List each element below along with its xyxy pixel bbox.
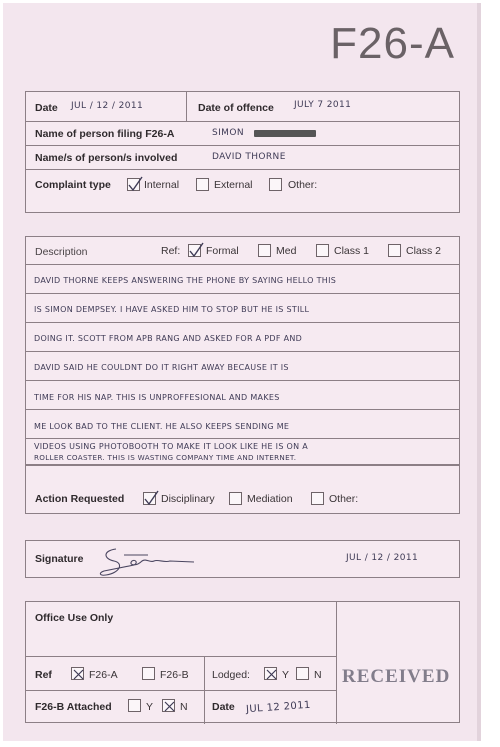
mediation-label: Mediation bbox=[247, 493, 293, 505]
signature-section bbox=[25, 540, 460, 578]
lodged-yes-label: Y bbox=[282, 669, 290, 681]
attached-yes-checkbox[interactable] bbox=[128, 699, 141, 712]
received-stamp: RECEIVED bbox=[342, 666, 451, 687]
divider bbox=[204, 656, 205, 724]
header-section bbox=[25, 91, 460, 213]
offence-label: Date of offence bbox=[198, 102, 274, 114]
attached-label: F26-B Attached bbox=[35, 701, 112, 713]
ref-f26a-label: F26-A bbox=[89, 669, 118, 681]
action-other-checkbox[interactable] bbox=[311, 492, 324, 505]
office-date-value[interactable]: JUL 12 2011 bbox=[245, 699, 312, 716]
external-checkbox[interactable] bbox=[196, 178, 209, 191]
signature-date[interactable]: JUL / 12 / 2011 bbox=[346, 553, 419, 563]
redaction-mark bbox=[254, 130, 316, 137]
med-checkbox[interactable] bbox=[258, 244, 271, 257]
description-text[interactable]: ME LOOK BAD TO THE CLIENT. HE ALSO KEEPS SENDING ME bbox=[34, 422, 290, 431]
form-paper bbox=[3, 3, 481, 741]
class2-checkbox[interactable] bbox=[388, 244, 401, 257]
office-use-section bbox=[25, 601, 460, 723]
filer-label: Name of person filing F26-A bbox=[35, 128, 175, 140]
description-line bbox=[26, 381, 459, 410]
formal-label: Formal bbox=[206, 245, 239, 257]
internal-label: Internal bbox=[144, 179, 180, 191]
offence-value[interactable]: JULY 7 2011 bbox=[294, 100, 352, 110]
external-label: External bbox=[214, 179, 253, 191]
internal-checkbox[interactable] bbox=[127, 178, 140, 191]
check-icon bbox=[188, 242, 204, 258]
description-line bbox=[26, 439, 459, 465]
description-line bbox=[26, 294, 459, 323]
disciplinary-label: Disciplinary bbox=[161, 493, 215, 505]
mediation-checkbox[interactable] bbox=[229, 492, 242, 505]
description-text[interactable]: DAVID THORNE KEEPS ANSWERING THE PHONE BY SAYING HELLO THIS bbox=[34, 276, 337, 285]
action-other-label: Other: bbox=[329, 493, 359, 505]
lodged-yes-checkbox[interactable] bbox=[264, 667, 277, 680]
description-text[interactable]: IS SIMON DEMPSEY. I HAVE ASKED HIM TO STOP BUT HE IS STILL bbox=[34, 305, 310, 314]
cross-icon bbox=[163, 700, 176, 713]
other-checkbox[interactable] bbox=[269, 178, 282, 191]
action-label: Action Requested bbox=[35, 493, 125, 505]
ref-f26a-checkbox[interactable] bbox=[71, 667, 84, 680]
description-text[interactable]: ROLLER COASTER. THIS IS WASTING COMPANY TIME AND INTERNET. bbox=[34, 453, 297, 462]
description-line bbox=[26, 410, 459, 439]
involved-row bbox=[26, 146, 459, 170]
class1-checkbox[interactable] bbox=[316, 244, 329, 257]
description-header bbox=[26, 237, 459, 265]
ref-f26b-label: F26-B bbox=[160, 669, 189, 681]
date-row bbox=[26, 92, 459, 122]
filer-value[interactable]: SIMON bbox=[212, 128, 244, 138]
formal-checkbox[interactable] bbox=[188, 244, 201, 257]
date-value[interactable]: JUL / 12 / 2011 bbox=[71, 101, 144, 111]
filer-row bbox=[26, 122, 459, 146]
class1-label: Class 1 bbox=[334, 245, 370, 257]
divider bbox=[26, 656, 336, 657]
signature-mark[interactable] bbox=[94, 541, 204, 581]
divider bbox=[186, 92, 187, 122]
description-section bbox=[25, 236, 460, 514]
attached-no-label: N bbox=[180, 701, 188, 713]
lodged-no-label: N bbox=[314, 669, 322, 681]
description-label: Description bbox=[35, 246, 88, 258]
lodged-no-checkbox[interactable] bbox=[296, 667, 309, 680]
cross-icon bbox=[265, 668, 278, 681]
disciplinary-checkbox[interactable] bbox=[143, 492, 156, 505]
ref-f26b-checkbox[interactable] bbox=[142, 667, 155, 680]
description-text[interactable]: DAVID SAID HE COULDNT DO IT RIGHT AWAY BECAUSE IT IS bbox=[34, 363, 289, 372]
complaint-row bbox=[26, 170, 459, 202]
date-label: Date bbox=[35, 102, 58, 114]
involved-value[interactable]: DAVID THORNE bbox=[212, 152, 286, 162]
description-line bbox=[26, 265, 459, 294]
description-text[interactable]: TIME FOR HIS NAP. THIS IS UNPROFFESIONAL AND MAKES bbox=[34, 393, 280, 402]
divider bbox=[336, 602, 337, 724]
description-line bbox=[26, 352, 459, 381]
attached-no-checkbox[interactable] bbox=[162, 699, 175, 712]
divider bbox=[26, 690, 336, 691]
office-date-label: Date bbox=[212, 701, 235, 713]
attached-yes-label: Y bbox=[146, 701, 154, 713]
lodged-label: Lodged: bbox=[212, 669, 250, 681]
form-id: F26-A bbox=[330, 19, 455, 68]
action-row bbox=[26, 487, 459, 513]
class2-label: Class 2 bbox=[406, 245, 442, 257]
check-icon bbox=[127, 176, 143, 192]
description-text[interactable]: VIDEOS USING PHOTOBOOTH TO MAKE IT LOOK LIKE HE IS ON A bbox=[34, 442, 309, 451]
divider bbox=[26, 465, 459, 466]
description-text[interactable]: DOING IT. SCOTT FROM APB RANG AND ASKED FOR A PDF AND bbox=[34, 334, 303, 343]
med-label: Med bbox=[276, 245, 297, 257]
ref-label: Ref: bbox=[161, 245, 181, 257]
signature-label: Signature bbox=[35, 553, 84, 565]
complaint-label: Complaint type bbox=[35, 179, 111, 191]
office-ref-label: Ref bbox=[35, 669, 52, 681]
check-icon bbox=[143, 490, 159, 506]
cross-icon bbox=[72, 668, 85, 681]
involved-label: Name/s of person/s involved bbox=[35, 152, 178, 164]
other-label: Other: bbox=[288, 179, 318, 191]
description-line bbox=[26, 323, 459, 352]
office-title: Office Use Only bbox=[35, 612, 114, 624]
